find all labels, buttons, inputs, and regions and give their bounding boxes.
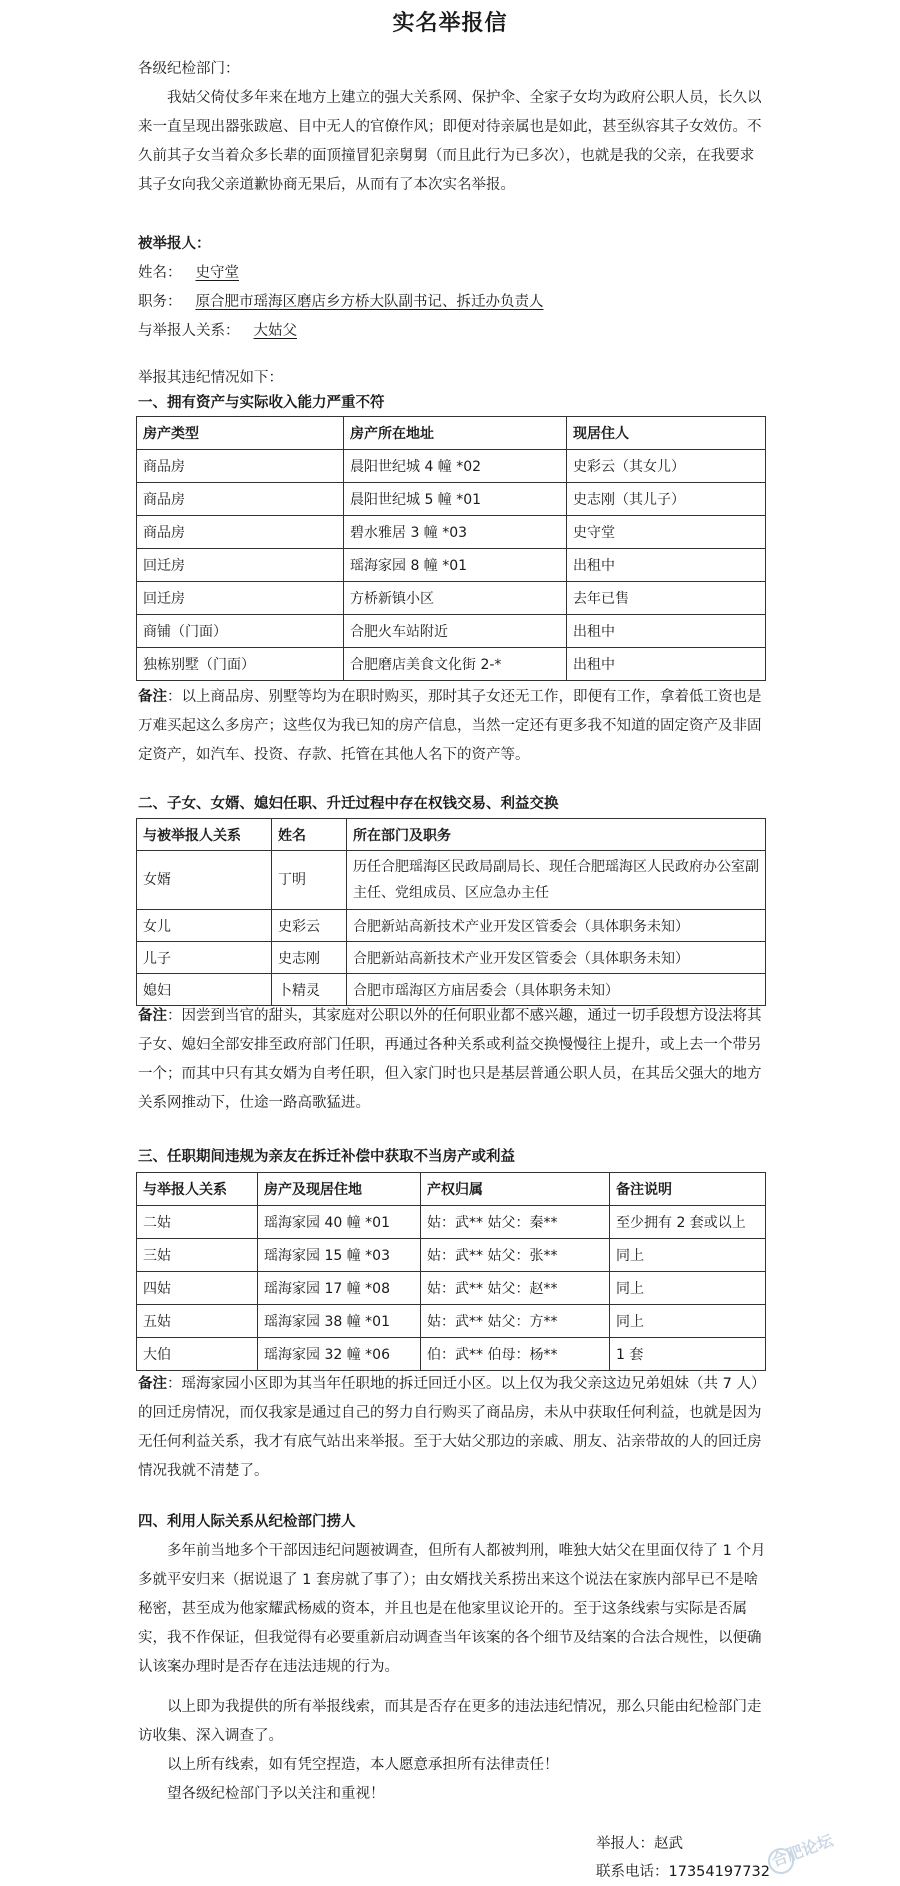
section3-note	[138, 1370, 768, 1486]
table-cell: 史志刚（其儿子）	[567, 483, 766, 516]
table-cell: 商品房	[137, 516, 344, 549]
table-cell: 儿子	[137, 942, 272, 974]
table-row	[137, 1338, 766, 1371]
note-text: ：瑶海家园小区即为其当年任职地的拆迁回迁小区。以上仅为我父亲这边兄弟姐妹（共 7 人）的回迁房情况，而仅我家是通过自己的努力自行购买了商品房，未从中获取任何利益，也就是因为无任何利益关系，我才有底气站出来举报。至于大姑父那边的亲戚、朋友、沾亲带故的人的回迁房情况我就不清楚了。	[138, 1376, 766, 1479]
table-cell: 四姑	[137, 1272, 258, 1305]
table-row	[137, 942, 766, 974]
relocation-housing-table	[136, 1172, 766, 1371]
table-cell: 媳妇	[137, 974, 272, 1006]
table-cell: 晨阳世纪城 5 幢 *01	[344, 483, 567, 516]
table-header-row	[137, 819, 766, 851]
table-cell: 女婿	[137, 851, 272, 910]
table-row	[137, 851, 766, 910]
table-cell: 至少拥有 2 套或以上	[610, 1206, 766, 1239]
table-cell: 史志刚	[272, 942, 347, 974]
table-cell: 合肥市瑶海区方庙居委会（具体职务未知）	[347, 974, 766, 1006]
table-cell: 伯：武** 伯母：杨**	[421, 1338, 610, 1371]
table-header-row	[137, 1173, 766, 1206]
table-cell: 碧水雅居 3 幢 *03	[344, 516, 567, 549]
table-cell: 瑶海家园 17 幢 *08	[258, 1272, 421, 1305]
table-cell: 瑶海家园 38 幢 *01	[258, 1305, 421, 1338]
letter-title: 实名举报信	[392, 11, 508, 36]
table-cell: 史彩云（其女儿）	[567, 450, 766, 483]
table-row	[137, 648, 766, 681]
relatives-posts-table	[136, 818, 766, 1006]
accused-relation-line	[138, 317, 768, 346]
table-row	[137, 516, 766, 549]
closing-liability: 以上所有线索，如有凭空捏造，本人愿意承担所有法律责任！	[167, 1757, 559, 1773]
table-cell: 出租中	[567, 549, 766, 582]
table-cell: 去年已售	[567, 582, 766, 615]
section1-note	[138, 683, 768, 770]
watermark: 合肥论坛	[769, 1830, 836, 1871]
column-header: 房产类型	[137, 417, 344, 450]
table-row	[137, 549, 766, 582]
section3-heading: 三、任职期间违规为亲友在拆迁补偿中获取不当房产或利益	[138, 1149, 515, 1165]
table-cell: 出租中	[567, 615, 766, 648]
table-cell: 瑶海家园 8 幢 *01	[344, 549, 567, 582]
table-cell: 商铺（门面）	[137, 615, 344, 648]
column-header: 现居住人	[567, 417, 766, 450]
note-label: 备注	[138, 689, 167, 705]
reporter-phone: 联系电话：17354197732	[596, 1864, 770, 1880]
table-row	[137, 483, 766, 516]
accused-name-line	[138, 259, 768, 288]
table-cell: 史彩云	[272, 910, 347, 942]
table-row	[137, 1239, 766, 1272]
accused-post: 原合肥市瑶海区磨店乡方桥大队副书记、拆迁办负责人	[195, 294, 544, 310]
column-header: 姓名	[272, 819, 347, 851]
table-cell: 同上	[610, 1272, 766, 1305]
section2-note	[138, 1002, 768, 1118]
column-header: 备注说明	[610, 1173, 766, 1206]
table-cell: 五姑	[137, 1305, 258, 1338]
accused-name-label: 姓名：	[138, 265, 182, 281]
column-header: 所在部门及职务	[347, 819, 766, 851]
table-row	[137, 910, 766, 942]
table-cell: 商品房	[137, 483, 344, 516]
accused-post-label: 职务：	[138, 294, 182, 310]
table-cell: 回迁房	[137, 549, 344, 582]
table-cell: 二姑	[137, 1206, 258, 1239]
table-cell: 姑：武** 姑父：张**	[421, 1239, 610, 1272]
column-header: 产权归属	[421, 1173, 610, 1206]
table-cell: 回迁房	[137, 582, 344, 615]
violations-intro: 举报其违纪情况如下：	[138, 370, 283, 386]
table-cell: 女儿	[137, 910, 272, 942]
table-cell: 历任合肥瑶海区民政局副局长、现任合肥瑶海区人民政府办公室副主任、党组成员、区应急办主任	[347, 851, 766, 910]
table-cell: 瑶海家园 15 幢 *03	[258, 1239, 421, 1272]
section2-heading: 二、子女、女婿、媳妇任职、升迁过程中存在权钱交易、利益交换	[138, 796, 559, 812]
table-cell: 方桥新镇小区	[344, 582, 567, 615]
table-cell: 出租中	[567, 648, 766, 681]
table-cell: 合肥磨店美食文化街 2-*	[344, 648, 567, 681]
note-label: 备注	[138, 1008, 167, 1024]
table-row	[137, 1206, 766, 1239]
note-text: ：因尝到当官的甜头，其家庭对公职以外的任何职业都不感兴趣，通过一切手段想方设法将其子女、媳妇全部安排至政府部门任职，再通过各种关系或利益交换慢慢往上提升，或上去一个带另一个；而其中只有其女婿为自考任职，但入家门时也只是基层普通公职人员，在其岳父强大的地方关系网推动下，仕途一路高歌猛进。	[138, 1008, 762, 1111]
table-cell: 独栋别墅（门面）	[137, 648, 344, 681]
property-table	[136, 416, 766, 681]
table-cell: 瑶海家园 40 幢 *01	[258, 1206, 421, 1239]
accused-name: 史守堂	[195, 265, 239, 281]
table-header-row	[137, 417, 766, 450]
accused-relation: 大姑父	[253, 323, 297, 339]
salutation: 各级纪检部门：	[138, 61, 240, 77]
table-cell: 合肥新站高新技术产业开发区管委会（具体职务未知）	[347, 942, 766, 974]
table-cell: 商品房	[137, 450, 344, 483]
table-row	[137, 582, 766, 615]
column-header: 与被举报人关系	[137, 819, 272, 851]
intro-paragraph: 我姑父倚仗多年来在地方上建立的强大关系网、保护伞、全家子女均为政府公职人员，长久以来一直呈现出器张跋扈、目中无人的官僚作风；即便对待亲属也是如此，甚至纵容其子女效仿。不久前其子女当着众多长辈的面顶撞冒犯亲舅舅（而且此行为已多次），也就是我的父亲，在我要求其子女向我父亲道歉协商无果后，从而有了本次实名举报。	[138, 90, 762, 193]
table-cell: 卜精灵	[272, 974, 347, 1006]
section1-heading: 一、拥有资产与实际收入能力严重不符	[138, 395, 385, 411]
table-cell: 姑：武** 姑父：方**	[421, 1305, 610, 1338]
closing-paragraph: 以上即为我提供的所有举报线索，而其是否存在更多的违法违纪情况，那么只能由纪检部门走访收集、深入调查了。	[138, 1699, 762, 1744]
closing-request: 望各级纪检部门予以关注和重视！	[167, 1786, 385, 1802]
accused-heading: 被举报人：	[138, 236, 211, 252]
table-row	[137, 450, 766, 483]
reporter-name: 举报人：赵武	[596, 1836, 683, 1852]
column-header: 房产所在地址	[344, 417, 567, 450]
column-header: 与举报人关系	[137, 1173, 258, 1206]
note-label: 备注	[138, 1376, 167, 1392]
table-cell: 丁明	[272, 851, 347, 910]
table-cell: 大伯	[137, 1338, 258, 1371]
table-cell: 合肥新站高新技术产业开发区管委会（具体职务未知）	[347, 910, 766, 942]
table-cell: 合肥火车站附近	[344, 615, 567, 648]
table-cell: 姑：武** 姑父：秦**	[421, 1206, 610, 1239]
table-cell: 1 套	[610, 1338, 766, 1371]
column-header: 房产及现居住地	[258, 1173, 421, 1206]
table-row	[137, 1272, 766, 1305]
accused-post-line	[138, 288, 768, 317]
accused-relation-label: 与举报人关系：	[138, 323, 240, 339]
table-cell: 史守堂	[567, 516, 766, 549]
section4-heading: 四、利用人际关系从纪检部门捞人	[138, 1514, 356, 1530]
table-cell: 同上	[610, 1239, 766, 1272]
note-text: ：以上商品房、别墅等均为在职时购买，那时其子女还无工作，即便有工作，拿着低工资也是万难买起这么多房产；这些仅为我已知的房产信息，当然一定还有更多我不知道的固定资产及非固定资产，如汽车、投资、存款、托管在其他人名下的资产等。	[138, 689, 762, 763]
table-cell: 姑：武** 姑父：赵**	[421, 1272, 610, 1305]
table-row	[137, 615, 766, 648]
table-cell: 同上	[610, 1305, 766, 1338]
table-row	[137, 974, 766, 1006]
table-cell: 晨阳世纪城 4 幢 *02	[344, 450, 567, 483]
table-cell: 瑶海家园 32 幢 *06	[258, 1338, 421, 1371]
section4-body: 多年前当地多个干部因违纪问题被调查，但所有人都被判刑，唯独大姑父在里面仅待了 1 个月多就平安归来（据说退了 1 套房就了事了）；由女婿找关系捞出来这个说法在家族内部早已不是啥秘密，甚至成为他家耀武杨威的资本，并且也是在他家里议论开的。至于这条线索与实际是否属实，我不作保证，但我觉得有必要重新启动调查当年该案的各个细节及结案的合法合规性，以便确认该案办理时是否存在违法违规的行为。	[138, 1543, 766, 1675]
table-cell: 三姑	[137, 1239, 258, 1272]
table-row	[137, 1305, 766, 1338]
